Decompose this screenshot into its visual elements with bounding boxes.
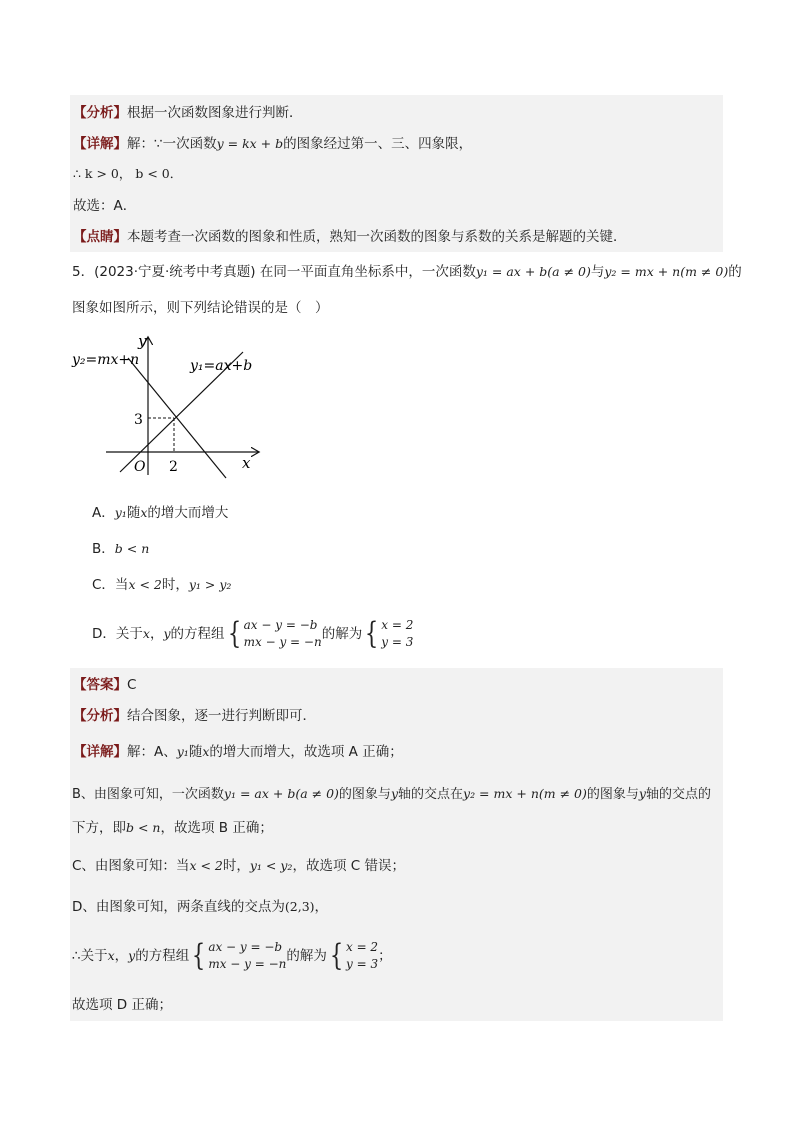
option-d-sol-text: 的解为 [321,626,363,642]
option-d-sol1: x = 2 [381,618,414,632]
detail-func: y = kx + b [216,136,284,151]
detail-b1: B、由图象可知，一次函数 [72,787,224,802]
answer-analysis-text: 结合图象，逐一进行判断即可． [127,708,316,724]
detail-a2: 随 [188,744,203,760]
detail-c-math2: y₁ < y₂ [249,858,293,873]
detail-d-y: y [128,948,136,963]
option-d-sol2: y = 3 [381,635,414,649]
y-axis-label: y [138,332,147,350]
question-stem-line1 [72,262,742,282]
option-c-prefix: C．当 [92,577,129,593]
answer-detail-tag: 【详解】 [73,744,127,760]
option-d-eq2: mx − y = −n [243,635,322,649]
detail-a-x: x [202,744,210,759]
detail-a1: 解：A、 [127,744,177,760]
option-a-mid: 随 [126,505,141,521]
detail-c1: C、由图象可知：当 [72,858,190,874]
because-symbol: ∵ [154,136,163,152]
question-stem-line2: 图象如图所示，则下列结论错误的是（ ） [72,300,329,316]
answer-tag: 【答案】 [73,677,127,693]
detail-a3: 的增大而增大，故选项 A 正确； [209,744,403,760]
stem-c: 的 [728,264,742,280]
choice-line: 故选：A． [73,198,137,214]
detail-d-x: x [107,948,115,963]
stem-f2: y₂ = mx + n(m ≠ 0) [604,264,729,279]
option-d-sep: ， [149,626,164,642]
detail-d-system: { ax − y = −b mx − y = −n [192,938,287,973]
detail-b-line1 [72,784,711,805]
option-c-math1: x < 2 [128,577,162,592]
option-a [92,503,228,523]
option-a-prefix: A． [92,505,115,521]
detail-c2: 时， [222,858,250,874]
detail-final-line: 故选项 D 正确； [72,997,172,1013]
analysis-line [73,103,303,123]
detail-tag: 【详解】 [73,136,127,152]
answer-analysis-line [73,706,316,726]
comment-line [73,227,627,247]
comment-tag: 【点睛】 [73,229,127,245]
line1-label: y₁=ax+b [190,358,253,374]
detail-c-line [72,856,405,876]
option-c [92,575,231,595]
detail-b-y2: y [638,786,646,801]
option-b [92,539,149,559]
y-tick-label: 3 [134,412,143,428]
option-b-math: b < n [114,541,150,556]
x-tick-label: 2 [169,459,178,475]
stem-a: 5．(2023·宁夏·统考中考真题) 在同一平面直角坐标系中，一次函数 [72,264,476,280]
option-a-end: 的增大而增大 [147,505,229,521]
detail-text-b: 一次函数 [162,136,217,152]
detail-b-f1: y₁ = ax + b(a ≠ 0) [223,786,339,801]
detail-line [73,134,472,154]
detail-text-a: 解： [127,136,154,152]
detail-d-point: (2,3) [284,899,315,914]
answer-text: C [127,677,137,693]
detail-c3: ，故选项 C 错误； [292,858,405,874]
option-d-eq1: ax − y = −b [243,618,318,632]
detail-b-line2 [72,818,273,838]
option-a-var1: y₁ [114,505,127,520]
detail-c-math1: x < 2 [189,858,223,873]
option-d-y: y [163,626,171,641]
function-graph [68,330,268,480]
detail-d-mid: 的方程组 [135,948,190,964]
detail-b5: 轴的交点的 [645,787,711,802]
stem-f1: y₁ = ax + b(a ≠ 0) [475,264,591,279]
option-c-math2: y₁ > y₂ [188,577,232,592]
answer-analysis-tag: 【分析】 [73,708,127,724]
option-d-solution: { x = 2 y = 3 [365,616,414,651]
detail-b-line2-math: b < n [126,820,161,835]
option-d [92,617,413,651]
detail-d-solution: { x = 2 y = 3 [329,938,379,973]
detail-b2: 的图象与 [338,787,391,802]
option-d-prefix: D．关于 [92,626,143,642]
option-d-mid: 的方程组 [170,626,225,642]
origin-label: O [134,459,146,475]
detail-a-var: y₁ [176,744,189,759]
option-d-system: { ax − y = −b mx − y = −n [227,616,322,651]
option-b-prefix: B． [92,541,115,557]
detail-b-y1: y [390,786,398,801]
detail-d-eq2: mx − y = −n [208,957,287,971]
comment-text: 本题考查一次函数的图象和性质，熟知一次函数的图象与系数的关系是解题的关键． [127,229,627,245]
detail-d-line2 [72,939,392,973]
detail-d1: D、由图象可知，两条直线的交点为 [72,899,285,915]
option-d-x: x [142,626,150,641]
detail-d-sol1: x = 2 [345,940,379,954]
x-axis-label: x [242,454,251,472]
detail-b-line2b: ，故选项 B 正确； [160,820,273,836]
detail-d-end: ； [378,948,392,964]
detail-text-c: 的图象经过第一、三、四象限， [283,136,473,152]
option-a-var2: x [140,505,148,520]
detail-b3: 轴的交点在 [398,787,464,802]
detail-b-f2: y₂ = mx + n(m ≠ 0) [463,786,587,801]
analysis-text: 根据一次函数图象进行判断． [127,105,303,121]
answer-detail-line [73,742,403,762]
stem-b: 与 [590,264,605,280]
detail-d-eq1: ax − y = −b [208,940,283,954]
detail-d-sep: ， [114,948,129,964]
therefore-line: ∴ k > 0， b < 0． [73,166,183,181]
detail-b-line2a: 下方，即 [72,820,126,836]
detail-d-therefore: ∴关于 [72,948,108,964]
option-c-mid: 时， [161,577,189,593]
detail-b4: 的图象与 [586,787,639,802]
detail-d-sol2: y = 3 [345,957,379,971]
detail-d-line1 [72,897,328,917]
detail-d-sol-text: 的解为 [286,948,327,964]
detail-d2: ， [314,899,329,915]
analysis-tag: 【分析】 [73,105,127,121]
answer-line [73,675,136,695]
line2-label: y₂=mx+n [72,352,140,368]
